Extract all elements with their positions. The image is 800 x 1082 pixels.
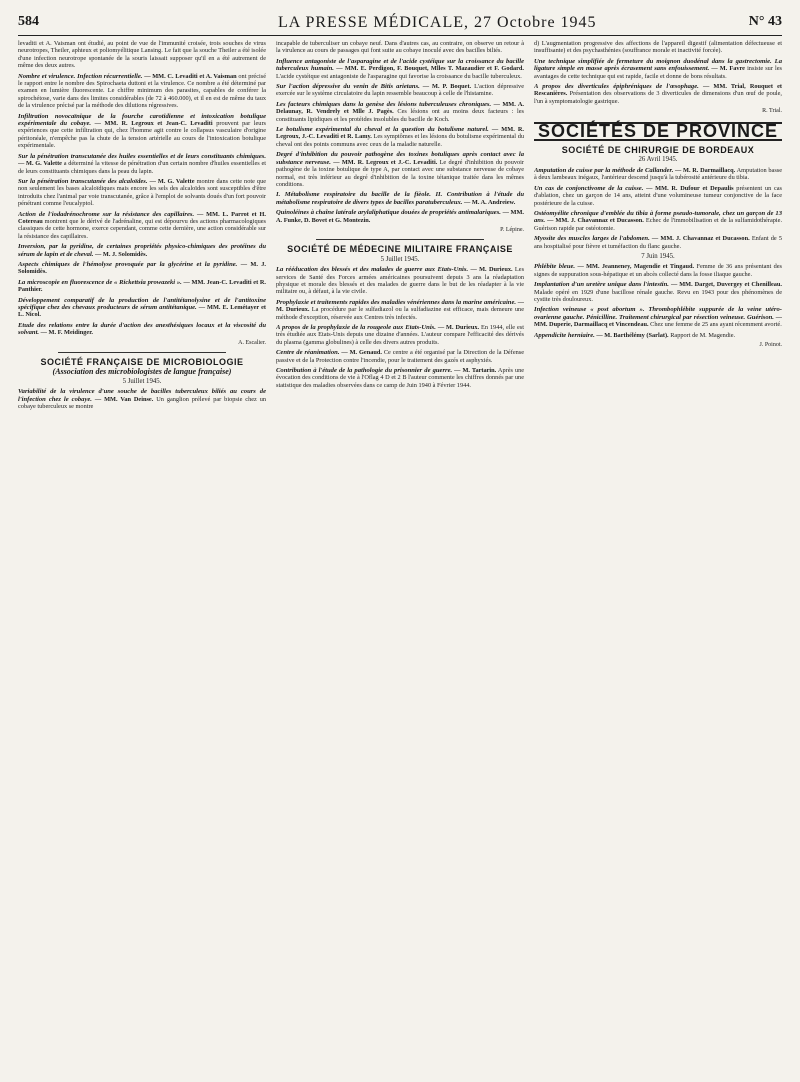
article-text: montre dans cette note que non seulement les bases alcaloïdiques mais encore les sels des alcaloïdes sont susceptibles d'être introduits chez l'animal par voie transcutanée, grâce à l'emploi de solvants doués d'un fort pouvoir pénétrant comme l'eucalyptol. [18, 177, 266, 208]
article [276, 324, 524, 346]
section-date: 5 Juillet 1945. [122, 377, 162, 385]
article-title: Sur l'action dépressive du venin de Bitis arietans. [276, 83, 420, 91]
col1-intro: levaditi et A. Vaisman ont étudié, au point de vue de l'immunité croisée, trois souches de virus neurotropes, Theiler, aphteux et poliomyélitique Lansing. Le fait que la souche Theiler a été isolée d'une infection neurotrope spontanée de la souris laissait supposer qu'il en a été autrement de même des deux autres. [18, 40, 266, 70]
article [534, 263, 782, 278]
article [534, 58, 782, 80]
article-text: montrent que le dérivé de l'adrénaline, qui est dépourvu des actions pharmacologiques classiques de cette hormone, exerce cependant, comme cette dernière, une action considérable sur la résistance des capillaires. [18, 217, 266, 240]
article-text: Ces lésions ont au moins deux facteurs : les constituants lipidiques et les protéides insolubles du bacille de Koch. [276, 108, 524, 123]
article [276, 126, 524, 148]
article-authors: — MM. R. Dufour et Depaulis [646, 184, 734, 192]
article [18, 322, 266, 337]
article-title: Quinoléines à chaîne latérale arylaliphatique douées de propriétés antimalariques. [276, 209, 501, 217]
article-authors: — MM. R. Legroux, J.-C. Levaditi et R. Lamy. [276, 126, 524, 141]
journal-title: LA PRESSE MÉDICALE, 27 Octobre 1945 [278, 14, 597, 31]
article-text: Présentation des observations de 3 diverticules de dimensions d'un œuf de poule, l'un à symptomatologie gastrique. [534, 90, 782, 105]
masthead [18, 14, 782, 36]
article [534, 83, 782, 105]
article-text: Le degré d'inhibition du pouvoir pathogène de la toxine botulique de type A, par contact avec une substance nerveuse de cobaye normal, est très inférieur au degré d'inhibition de la toxine tétanique traitée dans les mêmes conditions. [276, 158, 524, 188]
article-title: La rééducation des blessés et des malades de guerre aux Etats-Unis. [276, 266, 469, 274]
article-authors: — MM. Trial, Rouquet et Rescanières. [534, 83, 782, 98]
article [534, 332, 782, 339]
article [276, 299, 524, 321]
article [276, 58, 524, 80]
article-text: Chez une femme de 25 ans ayant récemment avorté. [650, 321, 782, 329]
article-text: Un ganglion prélevé par biopsie chez un cobaye tuberculeux se montre [18, 395, 266, 411]
column-2 [276, 40, 524, 1075]
section-subtitle: (Association des microbiologistes de langue française) [52, 367, 232, 377]
article-title: Action de l'iodadrénochrome sur la résistance des capillaires. [18, 210, 195, 218]
divider [316, 239, 484, 240]
col3-signature-2: J. Poinot. [759, 342, 782, 348]
section-title: SOCIÉTÉ FRANÇAISE DE MICROBIOLOGIE [40, 357, 244, 368]
article-text: Ce centre a été organisé par la Direction de la Défense passive et de la Protection contre l'incendie, pour le traitement des gazés et asphyxiés. [276, 349, 524, 364]
article-authors: — MM. Duperie, Darmaillacq et Vincendeau. [534, 313, 782, 329]
article-authors: — M. G. Valette [149, 177, 195, 185]
section-date: 26 Avril 1945. [638, 156, 678, 164]
article [276, 266, 524, 296]
article-title: Sur la pénétration transcutanée des alcaloïdes. [18, 177, 148, 185]
article [18, 73, 266, 110]
article-text: a déterminé la vitesse de pénétration d'un certain nombre d'huiles essentielles et de leurs constituants chimiques dans la peau du lapin. [18, 160, 266, 175]
columns [18, 40, 782, 1075]
article [276, 367, 524, 389]
article-authors: — M. Durieux. [276, 298, 524, 314]
article-authors: — M. Tartarin. [454, 367, 497, 375]
article-title: Infection veineuse « post abortum ». Thrombophlébite suppurée de la veine utéro-ovarienne gauche. Pénicilline. Traitement chirurgical par résection veineuse. Guérison. [534, 306, 782, 321]
article [276, 209, 524, 224]
article-text: ont précisé le rapport entre le nombre des Spirochaeta duttoni et la virulence. Ce nombre a été déterminé par examen en lumière fluorescente. Le chiffre minimum des parasites, capables de conférer la spirochétose, varie dans des limites considérables (de 72 à 460.000), et il en est de même du taux de la virulence précisé par la méthode des dilutions régressives. [18, 72, 266, 110]
article [18, 211, 266, 241]
article-title: Etude des relations entre la durée d'action des anesthésiques locaux et la viscosité du solvant. [18, 321, 266, 337]
article-authors: — M. A. Andreiew. [464, 198, 516, 206]
article-authors: — M. Favre [711, 65, 745, 73]
article-title: Prophylaxie et traitements rapides des maladies vénériennes dans la marine américaine. [276, 298, 517, 306]
article-authors: — MM. J. Chavannaz et Ducasson. [651, 235, 750, 243]
article-title: Myosite des muscles larges de l'abdomen. [534, 235, 650, 243]
article-title: Développement comparatif de la production de l'antitétanolysine et de l'antitoxine spécifique chez des chevaux producteurs de sérum antitétanique. [18, 296, 266, 311]
article [534, 185, 782, 207]
article-title: Une technique simplifiée de fermeture du moignon duodénal dans la gastrectomie. La ligature simple en masse après écrasement sans enfouissement. [534, 57, 782, 73]
article-text: prouvent par leurs expériences que cette infiltration qui, chez l'homme agit contre le collapsus vasculaire d'origine péritonéale, n'empêche pas la chute de la tension artérielle au cours de l'intoxication botulique expérimentale. [18, 120, 266, 150]
article-authors: — MM. Jeanneney, Magendie et Tingaud. [577, 263, 695, 271]
section-date: 5 Juillet 1945. [380, 255, 420, 263]
article [534, 167, 782, 182]
section-title: SOCIÉTÉ DE CHIRURGIE DE BORDEAUX [561, 145, 755, 156]
article-authors: — M. Barthélémy (Sarlat). [596, 331, 669, 339]
article [534, 235, 782, 250]
article-authors: — M. J. Solomidès. [18, 260, 266, 276]
article-title: Inversion, par la pyridine, de certaines propriétés physico-chimiques des protéines du sérum de lapin et de cheval. [18, 243, 266, 258]
article-title: Sur la pénétration transcutanée des huiles essentielles et de leurs constituants chimiques. [18, 152, 266, 160]
article-text: insiste sur les avantages de cette technique qui est rapide, facile et donne de bons résultats. [534, 65, 782, 80]
article-title: Influence antagoniste de l'asparagine et de l'acide cystéique sur la croissance du bacille tuberculeux humain. [276, 57, 524, 73]
article [534, 306, 782, 328]
article-authors: — M. P. Boquet. [422, 83, 472, 91]
article [276, 191, 524, 206]
article-title: La microscopie en fluorescence de « Rickettsia prowazeki ». [18, 278, 182, 286]
article-authors: — M. Genaud. [341, 349, 382, 357]
article [18, 261, 266, 276]
article-text: Après une évocation des conditions de vie à l'Oflag 4 D et 2 B l'auteur commente les chiffres donnés par une statistique des maladies observées dans ce camp de Juin 1940 à Février 1944. [276, 367, 524, 389]
column-1 [18, 40, 266, 1075]
article-title: Un cas de conjonctivome de la cuisse. [534, 184, 644, 192]
col1-signature: A. Escalier. [238, 339, 266, 346]
article-title: Aspects chimiques de l'hémolyse provoquée par la glycérine et la pyridine. [18, 260, 238, 268]
article-authors: — MM. A. Delaunay, R. Vendrely et Mlle J. Pagès. [276, 100, 524, 116]
article [276, 83, 524, 98]
article-title: Degré d'inhibition du pouvoir pathogène des toxines botuliques après contact avec la substance nerveuse. [276, 151, 524, 166]
article-authors: — M. F. Meidinger. [40, 329, 94, 337]
article-text: La procédure par le sulfadiazol ou la sulfadiazine est efficace, mais demeure une méthode d'exception, réservée aux Centres très infectés. [276, 306, 524, 321]
divider [58, 352, 226, 353]
article [534, 281, 782, 303]
article [18, 279, 266, 294]
article-title: Le botulisme expérimental du cheval et la question du botulisme naturel. [276, 126, 489, 134]
column-3 [534, 40, 782, 1075]
issue-number: N° 43 [748, 14, 782, 29]
article-title: A propos de la prophylaxie de la rougeole aux Etats-Unis. [276, 324, 436, 331]
article-title: Les facteurs chimiques dans la genèse des lésions tuberculeuses chroniques. [276, 100, 492, 108]
article-authors: — M. Durieux. [470, 266, 513, 274]
article-title: Appendicite herniaire. [534, 331, 595, 339]
article-title: Variabilité de la virulence d'une souche de bacilles tuberculeux biliés au cours de l'infection chez le cobaye. [18, 388, 266, 403]
article-title: Infiltration novocaïnique de la fourche carotidienne et intoxication botulique expérimentale du cobaye. [18, 112, 266, 128]
article-authors: — M. G. Valette [18, 160, 62, 168]
article-authors: — MM. E. Lemétayer et L. Nicol. [18, 304, 266, 319]
article-title: Ostéomyélite chronique d'emblée du tibia à forme pseudo-tumorale, chez un garçon de 13 ans. [534, 209, 782, 225]
article-title: A propos des diverticules épiphréniques de l'œsophage. [534, 83, 699, 91]
article-authors: — MM. R. Legroux et J.-C. Levaditi. [333, 158, 438, 166]
article [18, 113, 266, 150]
section-title: SOCIÉTÉ DE MÉDECINE MILITAIRE FRANÇAISE [287, 244, 513, 255]
big-section-title: SOCIÉTÉS DE PROVINCE [534, 122, 782, 141]
article-text: Femme de 36 ans présentant des signes de suppuration sous-hépatique et un abcès collecté dans la fosse iliaque gauche. [534, 263, 782, 278]
col3-signature: R. Trial. [762, 108, 782, 115]
article-title: Nombre et virulence. Infection récurrentielle. [18, 72, 143, 80]
article-authors: — MM. J. Chavannaz et Ducasson. [547, 217, 644, 225]
article-text: En 1944, elle est très étudiée aux Etats-Unis depuis une dizaine d'années. L'auteur compare l'efficacité des dérivés du plasma (gamma globulines) à celle des divers autres produits. [276, 324, 524, 346]
article-authors: — MM. Jean-C. Levaditi et R. Panthier. [18, 278, 266, 294]
article-authors: — M. R. Darmaillacq. [675, 166, 736, 174]
col2-intro: incapable de tuberculiser un cobaye neuf. Dans d'autres cas, au contraire, on observe un retour à la virulence au cours de passages qui font suite au cobaye inoculé avec des bacilles biliés. [276, 40, 524, 55]
article [534, 210, 782, 232]
col2-signature: P. Lépine. [500, 226, 524, 233]
article [276, 101, 524, 123]
article [18, 297, 266, 319]
article-text: Amputation basse à deux lambeaux inégaux, l'antérieur descend jusqu'à la tubérosité antérieure du tibia. [534, 166, 782, 182]
article [18, 243, 266, 258]
col3-intro: d) L'augmentation progressive des affections de l'appareil digestif (alimentation défectueuse et insuffisante) et des psychasthénies (souffrance morale et inactivité forcée). [534, 40, 782, 55]
article-text: Les symptômes et les lésions du botulisme expérimental du cheval ont des points communs avec ceux de la maladie naturelle. [276, 133, 524, 148]
article-text: Malade opéré en 1929 d'une bacillose rénale gauche. Revu en 1943 pour des phénomènes de cystite très douloureux. [534, 288, 782, 303]
article-authors: — MM. E. Perdigon, F. Bouquet, Mlles T. Mazaudier et F. Godard. [336, 65, 524, 73]
article [276, 151, 524, 188]
article-authors: — MM. R. Legroux et Jean-C. Levaditi [94, 120, 213, 128]
article-title: I. Métabolisme respiratoire du bacille de la fièole. II. Contribution à l'étude du métabolisme respiratoire de divers types de bacilles paratuberculeux. [276, 191, 524, 206]
article-text: Echec de l'immobilisation et de la sulfamidothérapie. Guérison rapide par ostéotomie. [534, 217, 782, 232]
article-authors: — MM. Darget, Duvergey et Chenilleau. [670, 281, 782, 289]
article-text: Les services de Santé des Forces armées américaines poursuivent depuis 3 ans la réadaptation physique et morale des blessés et des malades de guerre dans le but de les réadapter à la vie militaire ou, à défaut, à la vie civile. [276, 266, 524, 296]
article-authors: — MM. C. Levaditi et A. Vaisman [144, 72, 237, 80]
article-authors: — MM. Van Deinse. [94, 395, 154, 403]
article-title: Amputation de cuisse par la méthode de Callander. [534, 166, 674, 174]
article-text: Rapport de M. Magendie. [670, 331, 736, 339]
article [18, 388, 266, 410]
article-text: présentent un cas d'ablation, chez un garçon de 14 ans, atteint d'une volumineuse tumeur conjonctive de la face postérieure de la cuisse. [534, 184, 782, 207]
article-title: Centre de réanimation. [276, 349, 340, 357]
section-date-2: 7 Juin 1945. [641, 252, 675, 260]
article-authors: — M. Durieux. [437, 324, 480, 331]
article [18, 178, 266, 208]
article-authors: — MM. A. Funke, D. Bovet et G. Montezin. [276, 209, 524, 224]
article [18, 153, 266, 175]
article-text: L'action dépressive exercée sur le système circulatoire du lapin ressemble beaucoup à celle de l'histamine. [276, 83, 524, 98]
article-title: Implantation d'un uretère unique dans l'intestin. [534, 281, 669, 289]
article-authors: — MM. L. Parrot et H. Cotereau [18, 210, 266, 225]
article-title: Contribution à l'étude de la pathologie du prisonnier de guerre. [276, 367, 453, 375]
article-title: Phlébite bleue. [534, 263, 576, 271]
page-number: 584 [18, 14, 39, 29]
article [276, 349, 524, 364]
article-text: Enfant de 5 ans hospitalisé pour fièvre et tuméfaction du flanc gauche. [534, 235, 782, 250]
article-text: L'acide cystéique est antagoniste de l'asparagine qui favorise la croissance du bacille tuberculeux. [276, 72, 522, 80]
article-authors: — M. J. Solomidès. [95, 250, 148, 258]
